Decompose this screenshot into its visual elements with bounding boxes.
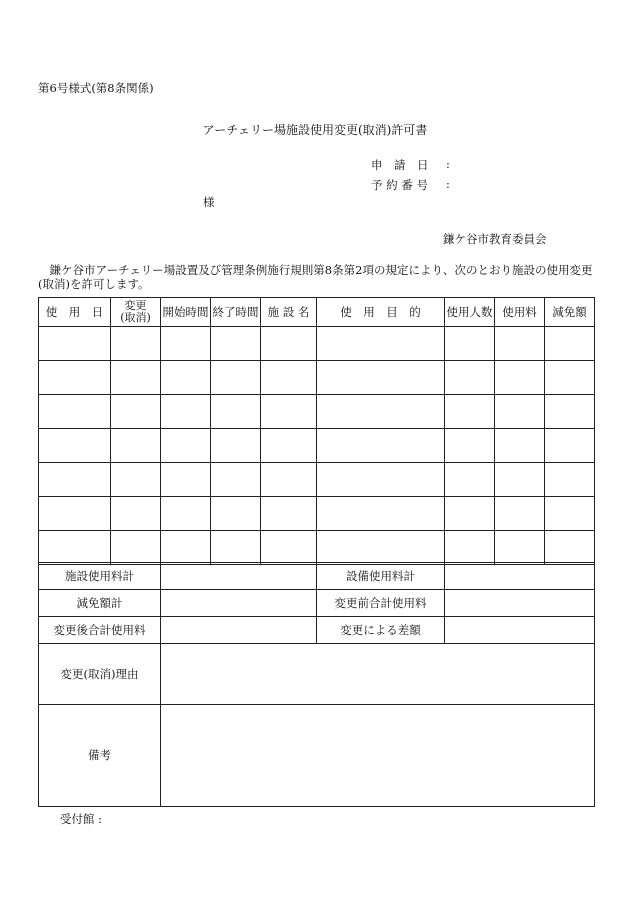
usage-cell-start[interactable] [161, 395, 211, 429]
usage-cell-reduction[interactable] [545, 531, 595, 565]
usage-cell-people[interactable] [445, 327, 495, 361]
facility-fee-total-value[interactable] [161, 563, 317, 590]
usage-cell-purpose[interactable] [317, 531, 445, 565]
usage-cell-date[interactable] [39, 429, 111, 463]
usage-cell-fee[interactable] [495, 531, 545, 565]
usage-cell-change[interactable] [111, 395, 161, 429]
usage-cell-end[interactable] [211, 497, 261, 531]
application-date-label: 申 請 日 [371, 158, 429, 172]
usage-cell-purpose[interactable] [317, 361, 445, 395]
usage-cell-change[interactable] [111, 497, 161, 531]
usage-cell-facility[interactable] [261, 327, 317, 361]
usage-cell-change[interactable] [111, 327, 161, 361]
usage-cell-people[interactable] [445, 429, 495, 463]
usage-cell-start[interactable] [161, 463, 211, 497]
usage-cell-people[interactable] [445, 497, 495, 531]
usage-row [39, 531, 595, 565]
change-reason-field[interactable] [161, 644, 595, 705]
usage-row [39, 361, 595, 395]
usage-cell-facility[interactable] [261, 361, 317, 395]
usage-cell-purpose[interactable] [317, 395, 445, 429]
usage-cell-purpose[interactable] [317, 497, 445, 531]
facility-fee-total-label: 施設使用料計 [39, 563, 161, 590]
usage-cell-end[interactable] [211, 531, 261, 565]
usage-cell-facility[interactable] [261, 429, 317, 463]
usage-cell-date[interactable] [39, 463, 111, 497]
usage-cell-purpose[interactable] [317, 463, 445, 497]
header-usage-date: 使 用 日 [39, 298, 111, 327]
issuer-name: 鎌ケ谷市教育委員会 [443, 232, 547, 246]
change-reason-label: 変更(取消)理由 [39, 644, 161, 705]
usage-cell-end[interactable] [211, 395, 261, 429]
reservation-number-label: 予 約 番 号 [371, 178, 428, 192]
after-change-total-label: 変更後合計使用料 [39, 617, 161, 644]
usage-cell-start[interactable] [161, 361, 211, 395]
usage-cell-purpose[interactable] [317, 327, 445, 361]
usage-cell-fee[interactable] [495, 327, 545, 361]
usage-cell-facility[interactable] [261, 395, 317, 429]
usage-cell-end[interactable] [211, 327, 261, 361]
before-change-total-value[interactable] [445, 590, 595, 617]
usage-cell-people[interactable] [445, 361, 495, 395]
remarks-field[interactable] [161, 705, 595, 807]
before-change-total-label: 変更前合計使用料 [317, 590, 445, 617]
usage-cell-people[interactable] [445, 463, 495, 497]
usage-cell-reduction[interactable] [545, 361, 595, 395]
usage-cell-reduction[interactable] [545, 395, 595, 429]
usage-cell-start[interactable] [161, 429, 211, 463]
header-facility-name: 施 設 名 [261, 298, 317, 327]
header-usage-fee: 使用料 [495, 298, 545, 327]
remarks-label: 備考 [39, 705, 161, 807]
usage-cell-facility[interactable] [261, 463, 317, 497]
header-number-of-users: 使用人数 [445, 298, 495, 327]
usage-table-header-row [39, 298, 595, 327]
difference-value[interactable] [445, 617, 595, 644]
usage-cell-change[interactable] [111, 429, 161, 463]
usage-cell-facility[interactable] [261, 531, 317, 565]
usage-cell-fee[interactable] [495, 395, 545, 429]
usage-cell-fee[interactable] [495, 497, 545, 531]
reception-facility-label: 受付館 : [60, 812, 103, 826]
usage-row [39, 463, 595, 497]
after-change-total-value[interactable] [161, 617, 317, 644]
application-date-colon: : [446, 157, 450, 171]
usage-cell-purpose[interactable] [317, 429, 445, 463]
reservation-number-colon: : [446, 177, 450, 191]
usage-cell-change[interactable] [111, 361, 161, 395]
permission-statement: 鎌ケ谷市アーチェリー場設置及び管理条例施行規則第8条第2項の規定により、次のとおり施設の使用変更(取消)を許可します。 [38, 263, 593, 291]
usage-cell-change[interactable] [111, 531, 161, 565]
usage-table-body [39, 327, 595, 565]
usage-cell-date[interactable] [39, 327, 111, 361]
usage-row [39, 429, 595, 463]
usage-cell-people[interactable] [445, 531, 495, 565]
usage-cell-start[interactable] [161, 531, 211, 565]
usage-cell-end[interactable] [211, 361, 261, 395]
usage-row [39, 497, 595, 531]
usage-cell-fee[interactable] [495, 429, 545, 463]
usage-cell-start[interactable] [161, 327, 211, 361]
reduction-total-value[interactable] [161, 590, 317, 617]
usage-cell-end[interactable] [211, 463, 261, 497]
usage-cell-fee[interactable] [495, 361, 545, 395]
usage-cell-date[interactable] [39, 395, 111, 429]
usage-cell-fee[interactable] [495, 463, 545, 497]
summary-table [38, 562, 595, 807]
document-title: アーチェリー場施設使用変更(取消)許可書 [202, 123, 428, 137]
usage-cell-date[interactable] [39, 531, 111, 565]
usage-cell-people[interactable] [445, 395, 495, 429]
usage-cell-reduction[interactable] [545, 497, 595, 531]
usage-cell-end[interactable] [211, 429, 261, 463]
usage-cell-facility[interactable] [261, 497, 317, 531]
usage-table [38, 297, 595, 565]
usage-cell-reduction[interactable] [545, 429, 595, 463]
usage-row [39, 395, 595, 429]
usage-cell-date[interactable] [39, 361, 111, 395]
header-change-cancel [111, 298, 161, 327]
header-usage-purpose: 使 用 目 的 [317, 298, 445, 327]
reduction-total-label: 減免額計 [39, 590, 161, 617]
equipment-fee-total-label: 設備使用料計 [317, 563, 445, 590]
usage-cell-reduction[interactable] [545, 327, 595, 361]
usage-cell-start[interactable] [161, 497, 211, 531]
header-start-time: 開始時間 [161, 298, 211, 327]
form-number: 第6号様式(第8条関係) [38, 81, 154, 95]
header-end-time: 終了時間 [211, 298, 261, 327]
usage-cell-change[interactable] [111, 463, 161, 497]
usage-cell-reduction[interactable] [545, 463, 595, 497]
header-change-line1: 変更 [124, 299, 147, 312]
usage-cell-date[interactable] [39, 497, 111, 531]
addressee-suffix: 様 [203, 195, 215, 209]
equipment-fee-total-value[interactable] [445, 563, 595, 590]
difference-label: 変更による差額 [317, 617, 445, 644]
header-change-line2: (取消) [120, 311, 151, 324]
usage-row [39, 327, 595, 361]
header-reduction-amount: 減免額 [545, 298, 595, 327]
